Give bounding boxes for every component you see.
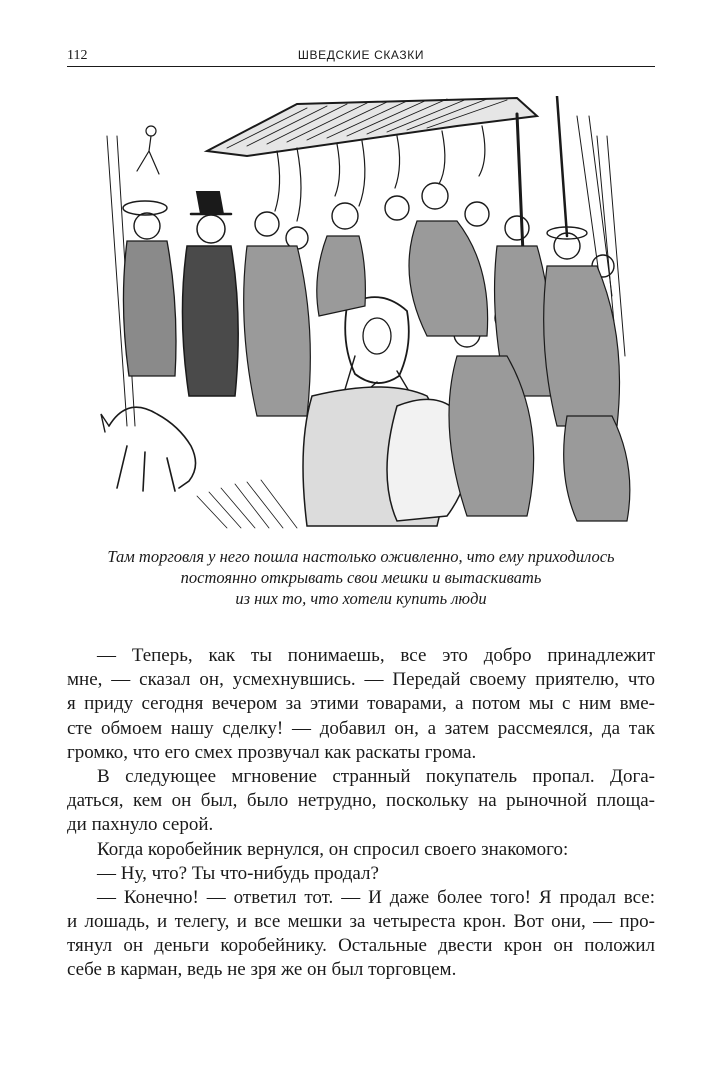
text-line: я приду сегодня вечером за этими товарами, а потом мы с ним вме- [67,693,655,715]
text-line: и лошадь, и телегу, и все мешки за четыреста крон. Вот они, — про- [67,911,655,933]
text-line: себе в карман, ведь не зря же он был торговцем. [67,959,457,981]
text-line: даться, кем он был, было нетрудно, поскольку на рыночной площа- [67,790,655,812]
stall-post-far [557,96,567,236]
headscarf [345,297,409,383]
caption-line: из них то, что хотели купить люди [235,589,487,608]
running-header [67,48,655,67]
text-line: ди пахнуло серой. [67,814,214,836]
text-line: — Конечно! — ответил тот. — И даже более того! Я продал все: [97,886,655,908]
page-number: 112 [67,48,88,63]
text-line: тянул он деньги коробейнику. Остальные двести крон он положил [67,935,655,957]
illustration-caption [67,546,655,609]
text-line: — Теперь, как ты понимаешь, все это добро принадлежит [97,645,655,666]
engraving-illustration [97,96,637,532]
market-crowd-drawing [97,96,637,532]
caption-line: постоянно открывать свои мешки и вытаскивать [180,568,542,587]
text-line: мне, — сказал он, усмехнувшись. — Передай своему приятелю, что [67,669,655,691]
text-line: — Ну, что? Ты что-нибудь продал? [97,862,379,884]
coat-man [182,246,238,396]
top-hat [197,192,223,214]
caption-line: Там торговля у него пошла настолько оживленно, что ему приходилось [107,547,615,566]
text-line: сте обмоем нашу сделку! — добавил он, а затем рассмеялся, да так [67,717,655,739]
dog [109,407,196,491]
body-text [67,644,655,983]
running-title: ШВЕДСКИЕ СКАЗКИ [297,48,425,62]
text-line: В следующее мгновение странный покупатель пропал. Дога- [97,765,655,787]
text-line: громко, что его смех прозвучал как раскаты грома. [67,741,477,763]
text-line: Когда коробейник вернулся, он спросил своего знакомого: [97,838,569,860]
ground-hatching [197,480,297,528]
